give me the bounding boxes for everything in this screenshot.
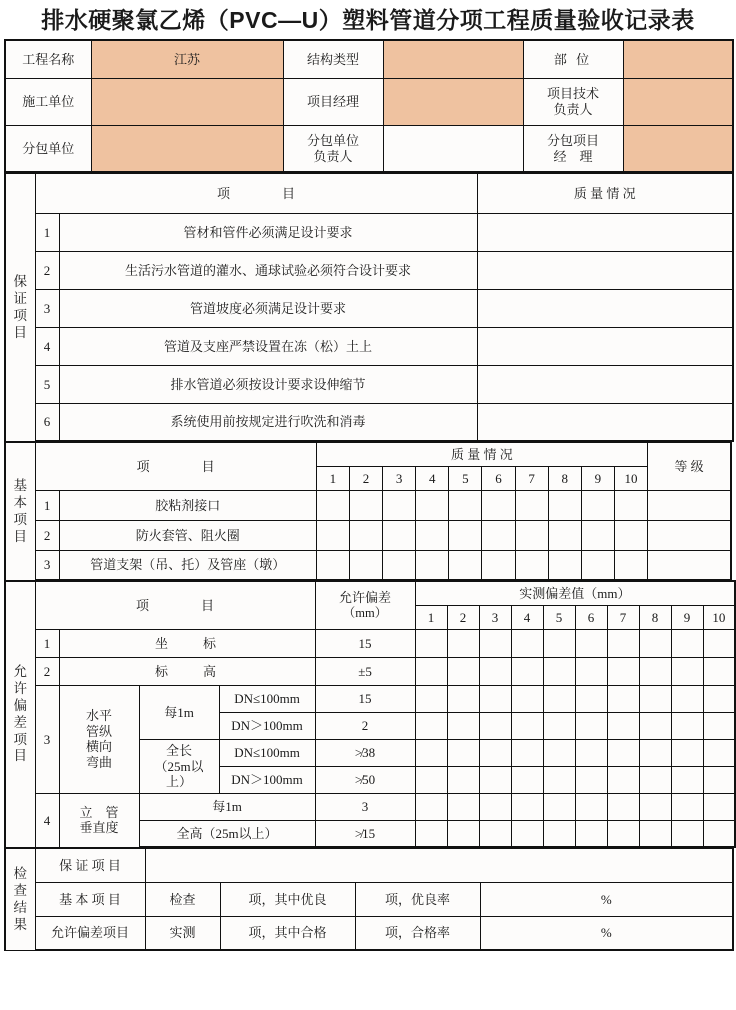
field-label-tech-lead-line1: 项目技术 bbox=[546, 86, 599, 102]
tolerance-measure-cell[interactable] bbox=[511, 820, 543, 847]
row-number: 1 bbox=[35, 629, 59, 657]
result-tolerance-mid[interactable]: 项，其中合格 bbox=[220, 916, 355, 950]
tolerance-measure-cell[interactable] bbox=[479, 793, 511, 820]
section-label-char: 检 bbox=[13, 865, 27, 881]
basic-measure-cell[interactable] bbox=[449, 520, 482, 550]
basic-measure-cell[interactable] bbox=[548, 550, 581, 580]
result-tolerance-suffix[interactable]: % bbox=[480, 916, 733, 950]
measure-col-header: 4 bbox=[416, 466, 449, 490]
basic-measure-cell[interactable] bbox=[581, 490, 614, 520]
guarantee-item-quality[interactable] bbox=[477, 289, 733, 327]
table-row bbox=[5, 657, 735, 685]
tolerance-condition: 每1m bbox=[139, 793, 315, 820]
field-value-subcontract-unit[interactable] bbox=[91, 125, 283, 172]
tolerance-measure-cell[interactable] bbox=[575, 766, 607, 793]
tolerance-measure-cell[interactable] bbox=[415, 629, 447, 657]
field-label-subcontract-manager bbox=[523, 125, 623, 172]
tolerance-measure-cell[interactable] bbox=[511, 766, 543, 793]
tolerance-measure-cell[interactable] bbox=[543, 820, 575, 847]
tolerance-allowable: ≯15 bbox=[315, 820, 415, 847]
page-title: 排水硬聚氯乙烯（PVC—U）塑料管道分项工程质量验收记录表 bbox=[41, 7, 695, 33]
field-label-structure-type: 结构类型 bbox=[283, 40, 383, 78]
tolerance-item-name-line2: 垂直度 bbox=[79, 820, 119, 836]
tolerance-measure-cell[interactable] bbox=[543, 766, 575, 793]
row-number: 5 bbox=[35, 365, 59, 403]
section-label-char: 项 bbox=[13, 731, 27, 747]
basic-measure-cell[interactable] bbox=[349, 520, 382, 550]
section-label-char: 查 bbox=[13, 882, 27, 898]
section-label-char: 差 bbox=[13, 714, 27, 730]
tolerance-measure-cell[interactable] bbox=[575, 739, 607, 766]
row-number: 6 bbox=[35, 403, 59, 441]
field-value-position[interactable] bbox=[623, 40, 733, 78]
table-row bbox=[5, 289, 733, 327]
basic-measure-cell[interactable] bbox=[515, 490, 548, 520]
result-row-label-tolerance: 允许偏差项目 bbox=[35, 916, 145, 950]
tolerance-condition: 全高（25m以上） bbox=[139, 820, 315, 847]
measure-col-header: 2 bbox=[349, 466, 382, 490]
field-value-structure-type[interactable] bbox=[383, 40, 523, 78]
measure-col-header: 9 bbox=[671, 605, 703, 629]
field-label-tech-lead bbox=[523, 78, 623, 125]
row-number: 4 bbox=[35, 327, 59, 365]
tolerance-dn-spec: DN＞100mm bbox=[219, 766, 315, 793]
tolerance-measure-cell[interactable] bbox=[447, 766, 479, 793]
table-row bbox=[5, 685, 735, 712]
tolerance-measure-cell[interactable] bbox=[479, 739, 511, 766]
tolerance-measure-cell[interactable] bbox=[703, 657, 735, 685]
measure-col-header: 7 bbox=[607, 605, 639, 629]
column-header-item: 项 目 bbox=[35, 581, 315, 629]
tolerance-measure-cell[interactable] bbox=[607, 766, 639, 793]
tolerance-measure-cell[interactable] bbox=[671, 657, 703, 685]
column-header-grade: 等 级 bbox=[648, 442, 731, 490]
basic-measure-cell[interactable] bbox=[581, 550, 614, 580]
section-label-char: 证 bbox=[13, 290, 27, 306]
tolerance-measure-cell[interactable] bbox=[575, 629, 607, 657]
basic-measure-cell[interactable] bbox=[349, 490, 382, 520]
tolerance-measure-cell[interactable] bbox=[607, 629, 639, 657]
measure-col-header: 10 bbox=[614, 466, 647, 490]
tolerance-measure-cell[interactable] bbox=[479, 712, 511, 739]
section-label-char: 结 bbox=[13, 899, 27, 915]
measure-col-header: 8 bbox=[639, 605, 671, 629]
basic-measure-cell[interactable] bbox=[614, 550, 647, 580]
tolerance-measure-cell[interactable] bbox=[703, 793, 735, 820]
section-label-char: 项 bbox=[13, 307, 27, 323]
tolerance-measure-cell[interactable] bbox=[607, 712, 639, 739]
tolerance-measure-cell[interactable] bbox=[703, 739, 735, 766]
tolerance-measure-cell[interactable] bbox=[639, 766, 671, 793]
basic-measure-cell[interactable] bbox=[416, 490, 449, 520]
section-label-char: 目 bbox=[13, 324, 27, 340]
tolerance-item-name-line1: 立 管 bbox=[79, 804, 119, 820]
tolerance-measure-cell[interactable] bbox=[575, 685, 607, 712]
tolerance-measure-cell[interactable] bbox=[479, 657, 511, 685]
basic-measure-cell[interactable] bbox=[316, 490, 349, 520]
guarantee-item-text: 管材和管件必须满足设计要求 bbox=[59, 213, 477, 251]
section-label-basic bbox=[5, 442, 35, 580]
measure-col-header: 8 bbox=[548, 466, 581, 490]
tolerance-allowable: ±5 bbox=[315, 657, 415, 685]
section-label-char: 许 bbox=[13, 680, 27, 696]
measure-col-header: 5 bbox=[449, 466, 482, 490]
tolerance-measure-cell[interactable] bbox=[511, 657, 543, 685]
basic-measure-cell[interactable] bbox=[548, 520, 581, 550]
basic-measure-cell[interactable] bbox=[482, 520, 515, 550]
measure-col-header: 1 bbox=[415, 605, 447, 629]
guarantee-item-quality[interactable] bbox=[477, 213, 733, 251]
header-info-table bbox=[4, 39, 734, 173]
guarantee-items-table bbox=[4, 172, 734, 442]
basic-measure-cell[interactable] bbox=[515, 550, 548, 580]
basic-measure-cell[interactable] bbox=[383, 550, 416, 580]
tolerance-item-name: 标 高 bbox=[59, 657, 315, 685]
tolerance-allowable: ≯50 bbox=[315, 766, 415, 793]
column-header-item: 项 目 bbox=[35, 442, 316, 490]
guarantee-item-text: 排水管道必须按设计要求设伸缩节 bbox=[59, 365, 477, 403]
result-value-guarantee[interactable] bbox=[145, 848, 733, 882]
tolerance-measure-cell[interactable] bbox=[639, 820, 671, 847]
table-row bbox=[5, 916, 733, 950]
tolerance-allowable: 15 bbox=[315, 685, 415, 712]
table-row bbox=[5, 78, 733, 125]
guarantee-item-text: 管道及支座严禁设置在冻（松）土上 bbox=[59, 327, 477, 365]
measure-col-header: 4 bbox=[511, 605, 543, 629]
tolerance-measure-cell[interactable] bbox=[447, 793, 479, 820]
tolerance-item-name-line: 横向 bbox=[85, 739, 112, 755]
table-row bbox=[5, 40, 733, 78]
basic-item-text: 防火套管、阻火圈 bbox=[59, 520, 316, 550]
table-row bbox=[5, 327, 733, 365]
tolerance-measure-cell[interactable] bbox=[447, 820, 479, 847]
tolerance-condition: 每1m bbox=[139, 685, 219, 739]
tolerance-measure-cell[interactable] bbox=[511, 739, 543, 766]
column-header-quality: 质 量 情 况 bbox=[316, 442, 647, 466]
basic-measure-cell[interactable] bbox=[482, 490, 515, 520]
section-label-char: 果 bbox=[13, 916, 27, 932]
section-label-char: 目 bbox=[13, 748, 27, 764]
tolerance-measure-cell[interactable] bbox=[447, 685, 479, 712]
basic-measure-cell[interactable] bbox=[614, 520, 647, 550]
measure-col-header: 6 bbox=[482, 466, 515, 490]
basic-item-text: 管道支架（吊、托）及管座（墩） bbox=[59, 550, 316, 580]
basic-measure-cell[interactable] bbox=[482, 550, 515, 580]
tolerance-measure-cell[interactable] bbox=[479, 685, 511, 712]
tolerance-measure-cell[interactable] bbox=[703, 712, 735, 739]
section-label-guarantee bbox=[5, 173, 35, 441]
tolerance-measure-cell[interactable] bbox=[671, 712, 703, 739]
table-row bbox=[5, 581, 735, 605]
measure-col-header: 2 bbox=[447, 605, 479, 629]
tolerance-items-table bbox=[4, 580, 736, 848]
guarantee-item-text: 生活污水管道的灌水、通球试验必须符合设计要求 bbox=[59, 251, 477, 289]
basic-measure-cell[interactable] bbox=[548, 490, 581, 520]
guarantee-item-text: 管道坡度必须满足设计要求 bbox=[59, 289, 477, 327]
tolerance-measure-cell[interactable] bbox=[415, 712, 447, 739]
tolerance-measure-cell[interactable] bbox=[639, 712, 671, 739]
tolerance-measure-cell[interactable] bbox=[479, 766, 511, 793]
tolerance-measure-cell[interactable] bbox=[671, 629, 703, 657]
tolerance-item-name-line: 管纵 bbox=[85, 723, 112, 739]
field-label-tech-lead-line2: 负责人 bbox=[553, 101, 593, 117]
guarantee-item-quality[interactable] bbox=[477, 327, 733, 365]
result-basic-mid[interactable]: 项，其中优良 bbox=[220, 882, 355, 916]
guarantee-item-quality[interactable] bbox=[477, 365, 733, 403]
basic-item-text: 胶粘剂接口 bbox=[59, 490, 316, 520]
column-header-quality: 质 量 情 况 bbox=[477, 173, 733, 213]
section-label-char: 基 bbox=[13, 477, 28, 493]
tolerance-measure-cell[interactable] bbox=[671, 739, 703, 766]
tolerance-allowable: 2 bbox=[315, 712, 415, 739]
field-label-project-manager: 项目经理 bbox=[283, 78, 383, 125]
guarantee-item-quality[interactable] bbox=[477, 403, 733, 441]
tolerance-measure-cell[interactable] bbox=[575, 820, 607, 847]
table-row bbox=[5, 403, 733, 441]
tolerance-measure-cell[interactable] bbox=[543, 712, 575, 739]
inspection-result-table bbox=[4, 847, 734, 951]
table-row bbox=[5, 173, 733, 213]
tolerance-measure-cell[interactable] bbox=[575, 712, 607, 739]
tolerance-measure-cell[interactable] bbox=[671, 766, 703, 793]
tolerance-allowable: 15 bbox=[315, 629, 415, 657]
measure-col-header: 3 bbox=[479, 605, 511, 629]
column-header-allowable bbox=[315, 581, 415, 629]
measure-col-header: 5 bbox=[543, 605, 575, 629]
tolerance-measure-cell[interactable] bbox=[447, 739, 479, 766]
column-header-measured: 实测偏差值（mm） bbox=[415, 581, 735, 605]
basic-measure-cell[interactable] bbox=[316, 520, 349, 550]
table-row bbox=[5, 213, 733, 251]
result-basic-prefix[interactable]: 检查 bbox=[145, 882, 220, 916]
tolerance-item-name bbox=[59, 685, 139, 793]
section-label-char: 保 bbox=[13, 273, 27, 289]
measure-col-header: 10 bbox=[703, 605, 735, 629]
tolerance-measure-cell[interactable] bbox=[543, 657, 575, 685]
basic-measure-cell[interactable] bbox=[581, 520, 614, 550]
tolerance-measure-cell[interactable] bbox=[479, 629, 511, 657]
tolerance-measure-cell[interactable] bbox=[511, 629, 543, 657]
result-tolerance-mid2[interactable]: 项，合格率 bbox=[355, 916, 480, 950]
row-number: 3 bbox=[35, 550, 59, 580]
basic-items-table bbox=[4, 441, 732, 581]
tolerance-allowable: ≯38 bbox=[315, 739, 415, 766]
basic-measure-cell[interactable] bbox=[316, 550, 349, 580]
tolerance-measure-cell[interactable] bbox=[543, 629, 575, 657]
tolerance-measure-cell[interactable] bbox=[639, 793, 671, 820]
guarantee-item-text: 系统使用前按规定进行吹洗和消毒 bbox=[59, 403, 477, 441]
section-label-char: 允 bbox=[13, 664, 27, 680]
tolerance-measure-cell[interactable] bbox=[703, 766, 735, 793]
tolerance-measure-cell[interactable] bbox=[639, 685, 671, 712]
field-label-subcontract-lead-line2: 负责人 bbox=[313, 148, 353, 164]
field-label-subcontract-manager-line2: 经 理 bbox=[553, 148, 593, 164]
table-row bbox=[5, 550, 731, 580]
row-number: 1 bbox=[35, 490, 59, 520]
tolerance-measure-cell[interactable] bbox=[607, 820, 639, 847]
tolerance-measure-cell[interactable] bbox=[511, 685, 543, 712]
tolerance-condition-line3: 上） bbox=[165, 774, 192, 790]
tolerance-measure-cell[interactable] bbox=[415, 793, 447, 820]
table-row bbox=[5, 848, 733, 882]
tolerance-measure-cell[interactable] bbox=[415, 657, 447, 685]
tolerance-measure-cell[interactable] bbox=[447, 657, 479, 685]
row-number: 3 bbox=[35, 685, 59, 793]
tolerance-measure-cell[interactable] bbox=[703, 820, 735, 847]
tolerance-measure-cell[interactable] bbox=[415, 739, 447, 766]
section-label-char: 本 bbox=[13, 494, 28, 510]
tolerance-measure-cell[interactable] bbox=[671, 820, 703, 847]
tolerance-dn-spec: DN＞100mm bbox=[219, 712, 315, 739]
tolerance-measure-cell[interactable] bbox=[607, 793, 639, 820]
basic-measure-cell[interactable] bbox=[416, 550, 449, 580]
tolerance-measure-cell[interactable] bbox=[543, 793, 575, 820]
basic-measure-cell[interactable] bbox=[614, 490, 647, 520]
tolerance-measure-cell[interactable] bbox=[607, 657, 639, 685]
tolerance-measure-cell[interactable] bbox=[543, 739, 575, 766]
column-header-allowable-line2: （mm） bbox=[342, 605, 388, 620]
tolerance-measure-cell[interactable] bbox=[607, 685, 639, 712]
field-label-subcontract-unit: 分包单位 bbox=[5, 125, 91, 172]
tolerance-measure-cell[interactable] bbox=[479, 820, 511, 847]
basic-measure-cell[interactable] bbox=[449, 550, 482, 580]
table-row bbox=[5, 365, 733, 403]
tolerance-condition-line2: （25m以 bbox=[154, 758, 204, 774]
result-basic-mid2[interactable]: 项，优良率 bbox=[355, 882, 480, 916]
tolerance-dn-spec: DN≤100mm bbox=[219, 739, 315, 766]
row-number: 3 bbox=[35, 289, 59, 327]
basic-measure-cell[interactable] bbox=[515, 520, 548, 550]
tolerance-measure-cell[interactable] bbox=[671, 685, 703, 712]
basic-measure-cell[interactable] bbox=[383, 520, 416, 550]
tolerance-measure-cell[interactable] bbox=[703, 629, 735, 657]
table-row bbox=[5, 793, 735, 820]
tolerance-measure-cell[interactable] bbox=[511, 712, 543, 739]
basic-item-grade[interactable] bbox=[648, 490, 731, 520]
tolerance-allowable: 3 bbox=[315, 793, 415, 820]
result-basic-suffix[interactable]: % bbox=[480, 882, 733, 916]
column-header-allowable-line1: 允许偏差 bbox=[339, 590, 392, 606]
section-label-char: 目 bbox=[13, 528, 28, 544]
section-label-result bbox=[5, 848, 35, 950]
tolerance-item-name-line: 弯曲 bbox=[85, 755, 112, 771]
tolerance-measure-cell[interactable] bbox=[415, 766, 447, 793]
basic-item-grade[interactable] bbox=[648, 520, 731, 550]
section-label-tolerance bbox=[5, 581, 35, 847]
tolerance-measure-cell[interactable] bbox=[639, 629, 671, 657]
field-value-subcontract-lead[interactable] bbox=[383, 125, 523, 172]
table-row bbox=[5, 125, 733, 172]
result-tolerance-prefix[interactable]: 实测 bbox=[145, 916, 220, 950]
guarantee-item-quality[interactable] bbox=[477, 251, 733, 289]
row-number: 2 bbox=[35, 657, 59, 685]
tolerance-measure-cell[interactable] bbox=[671, 793, 703, 820]
table-row bbox=[5, 251, 733, 289]
table-row bbox=[5, 490, 731, 520]
field-label-project-name: 工程名称 bbox=[5, 40, 91, 78]
tolerance-measure-cell[interactable] bbox=[607, 739, 639, 766]
basic-measure-cell[interactable] bbox=[349, 550, 382, 580]
basic-measure-cell[interactable] bbox=[383, 490, 416, 520]
tolerance-measure-cell[interactable] bbox=[639, 657, 671, 685]
tolerance-measure-cell[interactable] bbox=[447, 629, 479, 657]
basic-measure-cell[interactable] bbox=[416, 520, 449, 550]
field-value-tech-lead[interactable] bbox=[623, 78, 733, 125]
tolerance-measure-cell[interactable] bbox=[575, 793, 607, 820]
measure-col-header: 7 bbox=[515, 466, 548, 490]
table-row bbox=[5, 882, 733, 916]
basic-measure-cell[interactable] bbox=[449, 490, 482, 520]
tolerance-dn-spec: DN≤100mm bbox=[219, 685, 315, 712]
measure-col-header: 6 bbox=[575, 605, 607, 629]
tolerance-condition bbox=[139, 739, 219, 793]
measure-col-header: 3 bbox=[383, 466, 416, 490]
field-label-subcontract-lead bbox=[283, 125, 383, 172]
measure-col-header: 9 bbox=[581, 466, 614, 490]
measure-col-header: 1 bbox=[316, 466, 349, 490]
result-row-label-basic: 基 本 项 目 bbox=[35, 882, 145, 916]
section-label-char: 偏 bbox=[13, 697, 27, 713]
row-number: 2 bbox=[35, 251, 59, 289]
tolerance-measure-cell[interactable] bbox=[415, 685, 447, 712]
tolerance-measure-cell[interactable] bbox=[447, 712, 479, 739]
field-label-subcontract-lead-line1: 分包单位 bbox=[306, 132, 359, 148]
field-value-project-name[interactable]: 江苏 bbox=[91, 40, 283, 78]
tolerance-item-name: 坐 标 bbox=[59, 629, 315, 657]
tolerance-measure-cell[interactable] bbox=[415, 820, 447, 847]
table-row bbox=[5, 442, 731, 466]
tolerance-item-name bbox=[59, 793, 139, 847]
tolerance-measure-cell[interactable] bbox=[543, 685, 575, 712]
basic-item-grade[interactable] bbox=[648, 550, 731, 580]
row-number: 1 bbox=[35, 213, 59, 251]
field-value-construction-unit[interactable] bbox=[91, 78, 283, 125]
row-number: 4 bbox=[35, 793, 59, 847]
section-label-char: 项 bbox=[13, 511, 28, 527]
column-header-item: 项 目 bbox=[35, 173, 477, 213]
field-label-position: 部 位 bbox=[523, 40, 623, 78]
row-number: 2 bbox=[35, 520, 59, 550]
tolerance-measure-cell[interactable] bbox=[575, 657, 607, 685]
field-value-project-manager[interactable] bbox=[383, 78, 523, 125]
result-row-label-guarantee: 保 证 项 目 bbox=[35, 848, 145, 882]
field-value-subcontract-manager[interactable] bbox=[623, 125, 733, 172]
tolerance-item-name-line: 水平 bbox=[85, 708, 112, 724]
table-row bbox=[5, 629, 735, 657]
table-row bbox=[5, 520, 731, 550]
tolerance-measure-cell[interactable] bbox=[703, 685, 735, 712]
tolerance-measure-cell[interactable] bbox=[639, 739, 671, 766]
tolerance-condition-line1: 全长 bbox=[165, 743, 192, 759]
field-label-subcontract-manager-line1: 分包项目 bbox=[546, 132, 599, 148]
tolerance-measure-cell[interactable] bbox=[511, 793, 543, 820]
field-label-construction-unit: 施工单位 bbox=[5, 78, 91, 125]
